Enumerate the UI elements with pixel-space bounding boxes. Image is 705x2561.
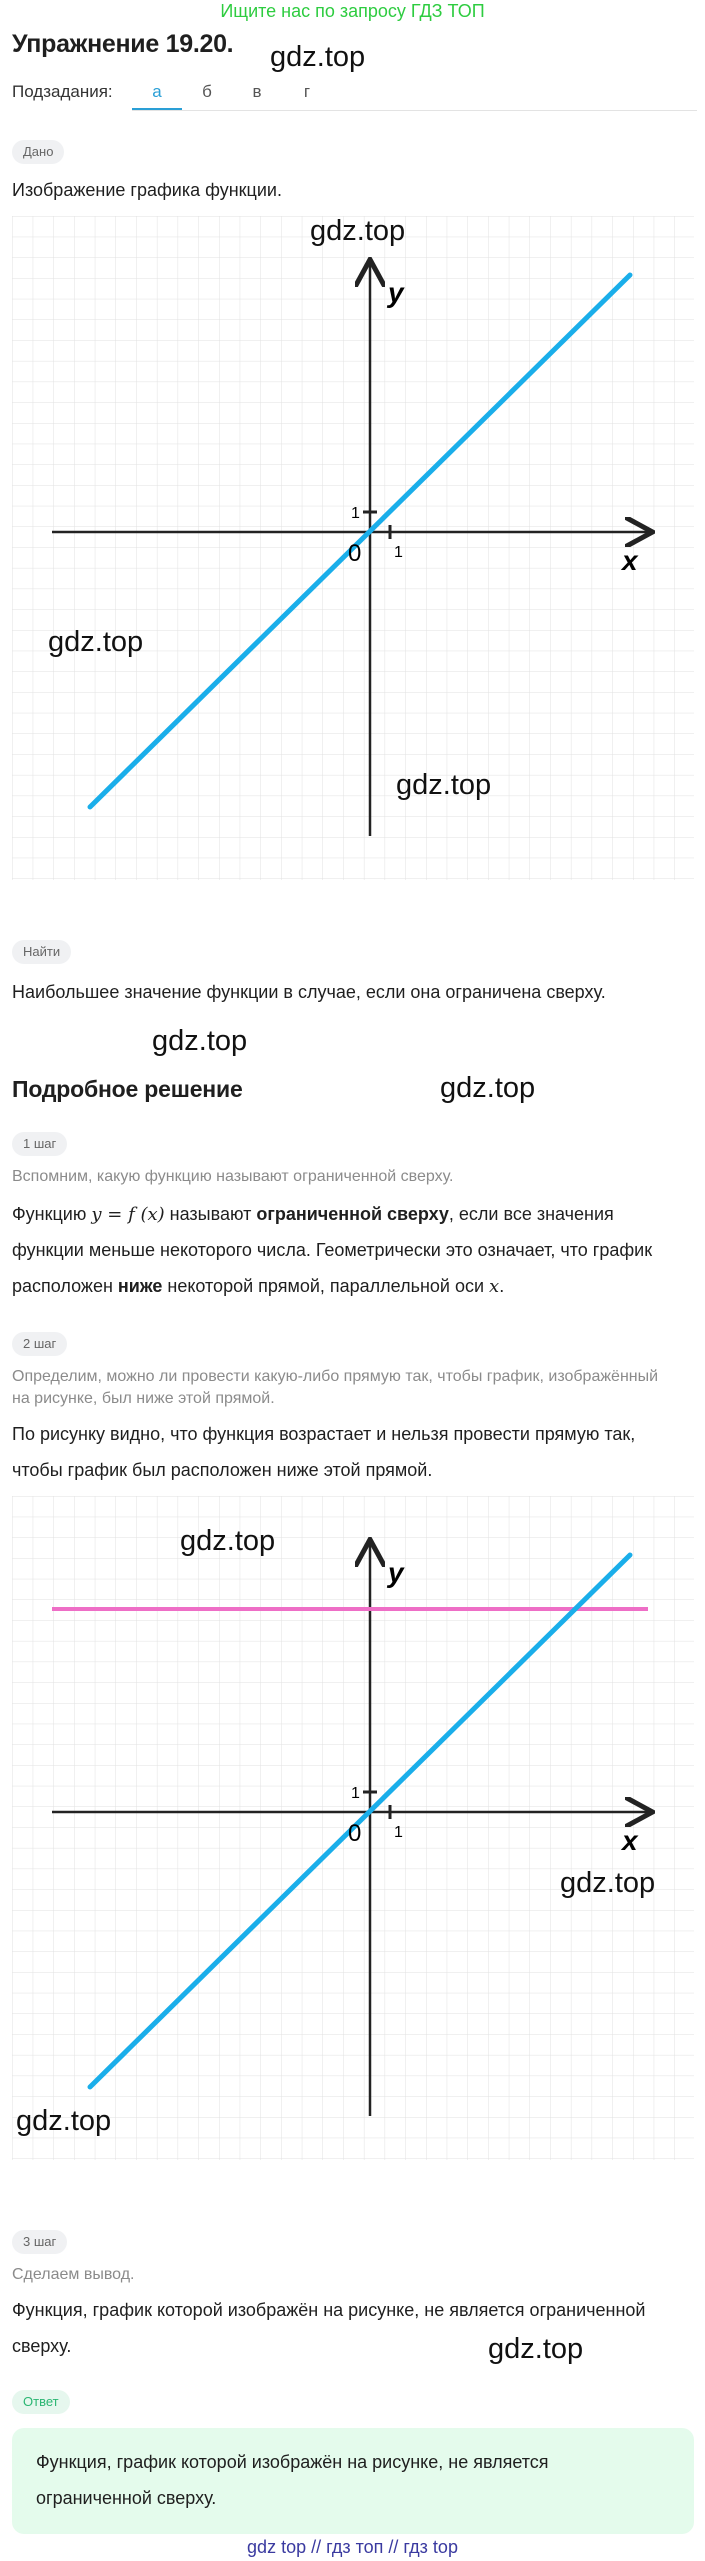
watermark: gdz.top xyxy=(310,215,406,247)
answer-chip: Ответ xyxy=(12,2390,70,2414)
math-x: x xyxy=(489,1276,500,1297)
find-text: Наибольшее значение функции в случае, если она ограничена сверху. xyxy=(12,982,606,1002)
step-3-paragraph-line1: Функция, график которой изображён на рисунке, не является ограниченной xyxy=(12,2300,646,2320)
tab-a[interactable]: а xyxy=(132,78,182,110)
footer-links[interactable]: gdz top // гдз топ // гдз top xyxy=(247,2537,458,2557)
given-text: Изображение графика функции. xyxy=(12,180,282,200)
watermark: gdz.top xyxy=(396,769,492,801)
watermark: gdz.top xyxy=(152,1025,248,1057)
origin-label: 0 xyxy=(348,540,362,567)
given-chip: Дано xyxy=(12,140,64,164)
step-3-paragraph-line2: сверху. xyxy=(12,2336,72,2356)
solution-title: Подробное решение xyxy=(12,1076,243,1102)
step-3-chip: 3 шаг xyxy=(12,2230,67,2254)
origin-label: 0 xyxy=(348,1820,362,1847)
watermark: gdz.top xyxy=(560,1867,656,1899)
watermark: gdz.top xyxy=(16,2105,112,2137)
watermark: gdz.top xyxy=(270,41,366,73)
watermark: gdz.top xyxy=(48,626,144,658)
y-axis-label: y xyxy=(388,277,404,308)
x-axis-label: x xyxy=(622,545,638,576)
x-axis-label: x xyxy=(622,1825,638,1856)
tabs-divider xyxy=(132,110,697,111)
answer-line1: Функция, график которой изображён на рисунке, не является xyxy=(36,2452,549,2472)
x-unit-label: 1 xyxy=(394,1824,403,1841)
step-2-paragraph-line1: По рисунку видно, что функция возрастает и нельзя провести прямую так, xyxy=(12,1424,636,1444)
y-axis-label: y xyxy=(388,1557,404,1588)
step-3-hint: Сделаем вывод. xyxy=(12,2266,135,2283)
step-1-paragraph-line1: Функцию y = f (x) называют ограниченной сверху, если все значения xyxy=(12,1204,614,1225)
tab-g[interactable]: г xyxy=(303,82,311,101)
step-2-paragraph-line2: чтобы график был расположен ниже этой прямой. xyxy=(12,1460,433,1480)
step-1-paragraph-line2: функции меньше некоторого числа. Геометрически это означает, что график xyxy=(12,1240,653,1260)
watermark: gdz.top xyxy=(180,1525,276,1557)
find-chip: Найти xyxy=(12,940,71,964)
step-1-paragraph-line3: расположен ниже некоторой прямой, параллельной оси x. xyxy=(12,1276,505,1297)
step-2-hint-line2: на рисунке, был ниже этой прямой. xyxy=(12,1390,275,1407)
answer-line2: ограниченной сверху. xyxy=(36,2488,217,2508)
y-unit-label: 1 xyxy=(351,505,360,522)
page-title: Упражнение 19.20. xyxy=(12,30,234,58)
search-banner: Ищите нас по запросу ГДЗ ТОП xyxy=(220,1,485,21)
watermark: gdz.top xyxy=(440,1072,536,1104)
step-1-hint: Вспомним, какую функцию называют ограниченной сверху. xyxy=(12,1168,454,1185)
step-2-hint-line1: Определим, можно ли провести какую-либо прямую так, чтобы график, изображённый xyxy=(12,1368,659,1385)
function-graph-1 xyxy=(12,216,694,880)
tab-b[interactable]: б xyxy=(202,82,212,101)
subtasks-label: Подзадания: xyxy=(12,82,113,101)
watermark: gdz.top xyxy=(488,2333,584,2365)
step-2-chip: 2 шаг xyxy=(12,1332,67,1356)
step-1-chip: 1 шаг xyxy=(12,1132,67,1156)
answer-box xyxy=(12,2428,694,2534)
y-unit-label: 1 xyxy=(351,1785,360,1802)
function-graph-2 xyxy=(12,1496,694,2160)
tab-v[interactable]: в xyxy=(252,82,262,101)
math-y-equals-fx: y = f (x) xyxy=(91,1204,165,1225)
x-unit-label: 1 xyxy=(394,544,403,561)
